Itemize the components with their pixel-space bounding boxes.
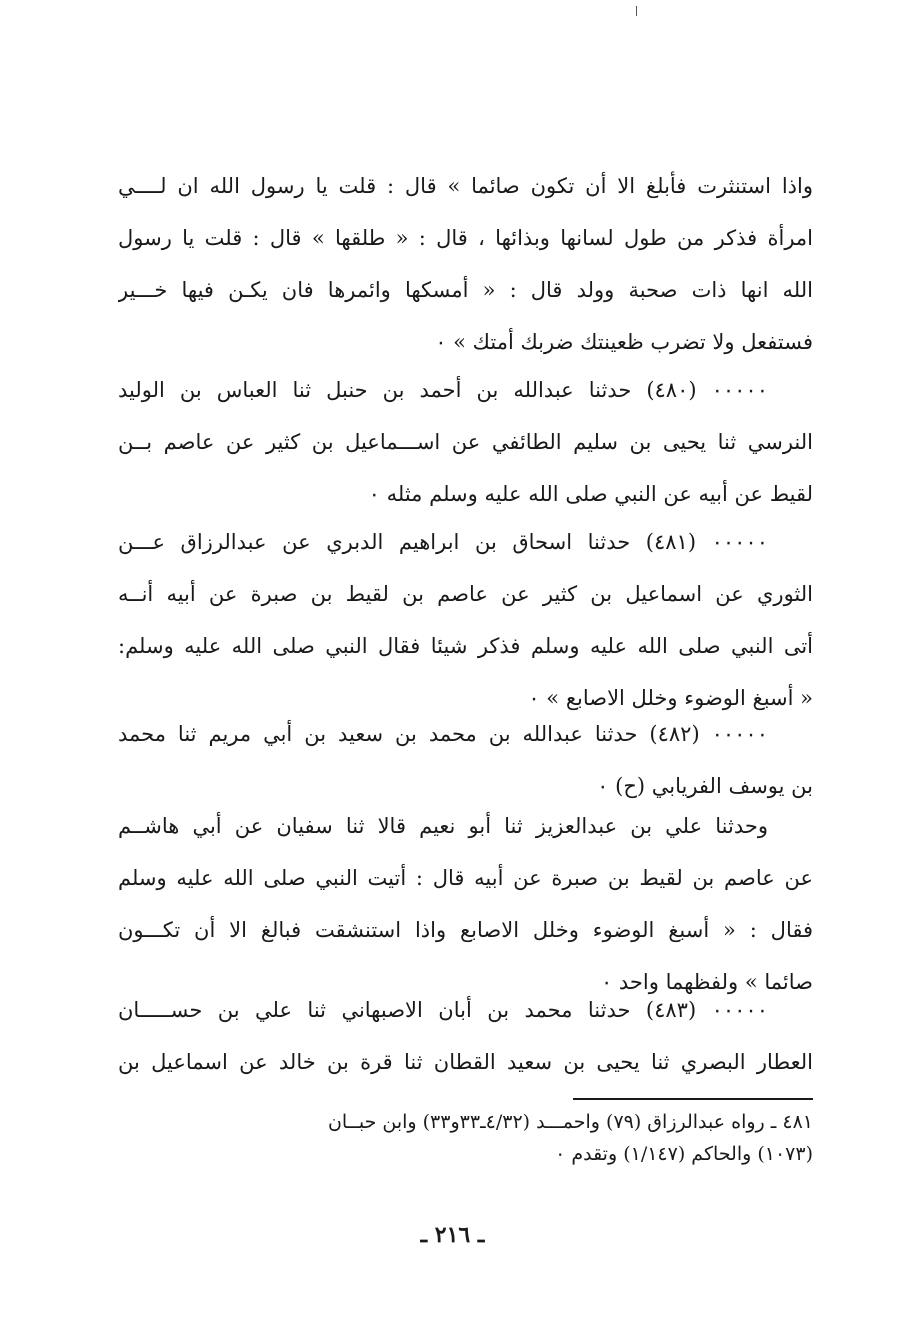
- text-line: ٠٠٠٠٠ (٤٨٣) حدثنا محمد بن أبان الاصبهاني ثنا علي بن حســـــان: [118, 998, 768, 1022]
- text-line: فقال : « أسبغ الوضوء وخلل الاصابع واذا استنشقت فبالغ الا أن تكـــون: [118, 918, 813, 942]
- text-line: ٠٠٠٠٠ (٤٨٢) حدثنا عبدالله بن محمد بن سعيد بن أبي مريم ثنا محمد: [118, 722, 768, 746]
- footnote-line: (١٠٧٣) والحاكم (١/١٤٧) وتقدم ٠: [555, 1143, 813, 1165]
- scan-mark: [636, 6, 637, 16]
- paragraph-continuation: [118, 160, 813, 368]
- text-line: ٠٠٠٠٠ (٤٨١) حدثنا اسحاق بن ابراهيم الدبري عن عبدالرزاق عـــن: [118, 530, 768, 554]
- hadith-483: [118, 984, 813, 1088]
- text-line: وحدثنا علي بن عبدالعزيز ثنا أبو نعيم قالا ثنا سفيان عن أبي هاشــم: [118, 814, 768, 838]
- text-line: واذا استنثرت فأبلغ الا أن تكون صائما » قال : قلت يا رسول الله ان لــــي: [118, 174, 813, 198]
- text-line: بن يوسف الفريابي (ح) ٠: [597, 774, 813, 798]
- text-line: صائما » ولفظهما واحد ٠: [600, 970, 813, 994]
- text-line: عن عاصم بن لقيط بن صبرة عن أبيه قال : أتيت النبي صلى الله عليه وسلم: [118, 866, 813, 890]
- text-line: الثوري عن اسماعيل بن كثير عن عاصم بن لقيط بن صبرة عن أبيه أنــه: [118, 582, 813, 606]
- page-number: ـ ٢١٦ ـ: [420, 1222, 485, 1248]
- hadith-481: [118, 516, 813, 724]
- footnote-line: ٤٨١ ـ رواه عبدالرزاق (٧٩) واحمـــد (٤/٣٢ـ٣٣و٣٣) وابن حبــان: [327, 1111, 813, 1133]
- hadith-482-second-chain: [118, 800, 813, 1008]
- text-line: ٠٠٠٠٠ (٤٨٠) حدثنا عبدالله بن أحمد بن حنبل ثنا العباس بن الوليد: [118, 378, 768, 402]
- text-line: الله انها ذات صحبة وولد قال : « أمسكها وائمرها فان يكـن فيها خـــير: [118, 278, 813, 302]
- footnote-divider: [573, 1098, 813, 1100]
- hadith-482: [118, 708, 813, 812]
- text-line: « أسبغ الوضوء وخلل الاصابع » ٠: [528, 686, 813, 710]
- text-line: امرأة فذكر من طول لسانها وبذائها ، قال : « طلقها » قال : قلت يا رسول: [118, 226, 813, 250]
- text-line: النرسي ثنا يحيى بن سليم الطائفي عن اســـماعيل بن كثير عن عاصم بــن: [118, 430, 813, 454]
- text-line: العطار البصري ثنا يحيى بن سعيد القطان ثنا قرة بن خالد عن اسماعيل بن: [118, 1050, 813, 1074]
- hadith-480: [118, 364, 813, 520]
- text-line: فستفعل ولا تضرب ظعينتك ضربك أمتك » ٠: [435, 330, 813, 354]
- text-line: أتى النبي صلى الله عليه وسلم فذكر شيئا فقال النبي صلى الله عليه وسلم:: [118, 634, 813, 658]
- text-line: لقيط عن أبيه عن النبي صلى الله عليه وسلم مثله ٠: [368, 482, 813, 506]
- footnote: [118, 1106, 813, 1170]
